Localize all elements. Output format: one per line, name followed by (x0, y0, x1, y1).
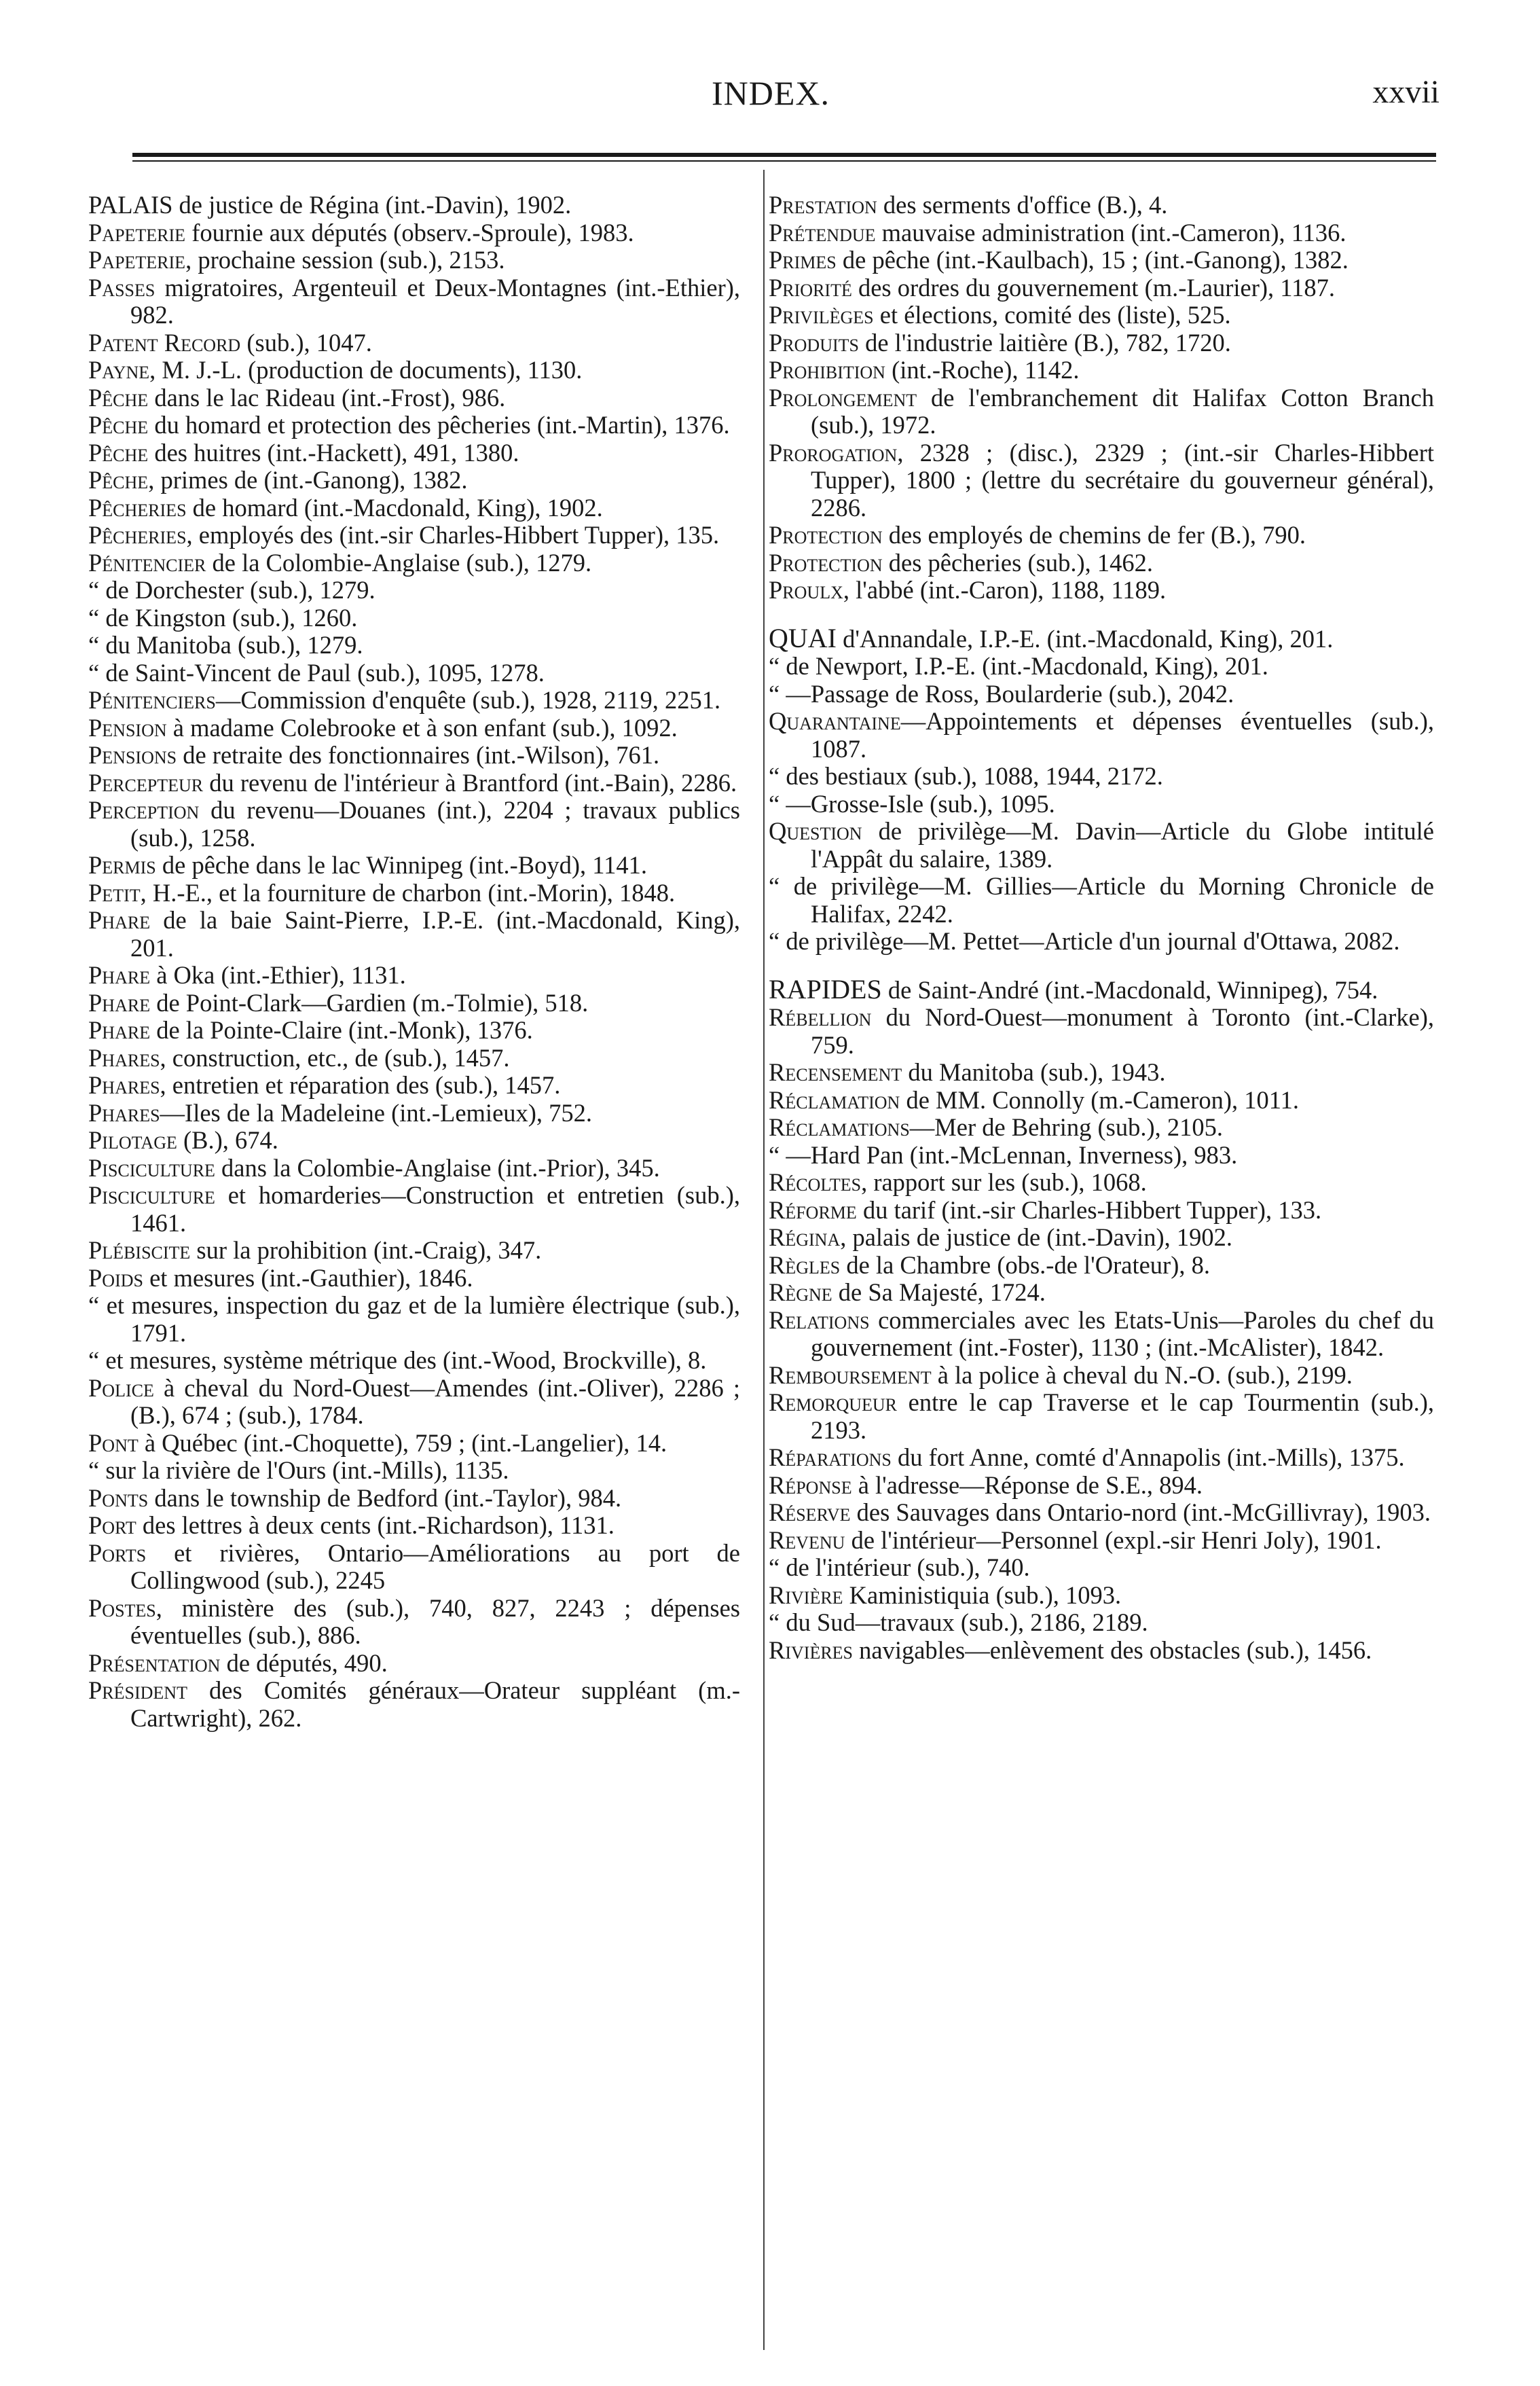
entry-heading: Patent Record (88, 328, 241, 357)
index-entry (88, 1457, 740, 1485)
entry-text: mauvaise administration (int.-Cameron), 1136. (875, 218, 1346, 247)
entry-heading: “ (769, 762, 780, 790)
entry-text: (B.), 674. (177, 1126, 278, 1154)
index-entry (769, 1499, 1434, 1527)
index-entry (88, 439, 740, 467)
entry-heading: Prolongement (769, 383, 917, 412)
entry-heading: Petit (88, 878, 141, 907)
index-entry (769, 357, 1434, 384)
entry-text: du Manitoba (sub.), 1943. (902, 1058, 1166, 1086)
entry-text: des serments d'office (B.), 4. (877, 191, 1168, 219)
entry-heading: PALAIS (88, 191, 173, 219)
index-entry (769, 1059, 1434, 1087)
entry-heading: Réponse (769, 1470, 852, 1499)
entry-heading: Postes (88, 1593, 156, 1622)
entry-text: de retraite des fonctionnaires (int.-Wilson), 761. (177, 741, 660, 769)
entry-text: , 2328 ; (disc.), 2329 ; (int.-sir Charles-Hibbert Tupper), 1800 ; (lettre du secrétaire du gouverneur général), 2286. (811, 438, 1434, 522)
index-entry (769, 791, 1434, 818)
entry-heading: Percepteur (88, 768, 204, 797)
entry-heading: Pont (88, 1428, 139, 1457)
entry-text: des ordres du gouvernement (m.-Laurier), 1187. (851, 273, 1336, 302)
index-entry (769, 1114, 1434, 1142)
entry-heading: Pêcheries (88, 493, 187, 522)
entry-text: de Point-Clark—Gardien (m.-Tolmie), 518. (150, 988, 589, 1017)
entry-text: de la Chambre (obs.-de l'Orateur), 8. (840, 1250, 1210, 1279)
index-entry (769, 384, 1434, 439)
entry-heading: Pêche (88, 411, 149, 439)
index-entry (88, 494, 740, 522)
entry-heading: Réclamations (769, 1113, 910, 1141)
entry-heading: Pêche (88, 438, 149, 467)
entry-heading: Pénitenciers (88, 686, 216, 714)
index-entry (88, 247, 740, 274)
entry-text: de l'industrie laitière (B.), 782, 1720. (858, 328, 1231, 357)
entry-text: , H.-E., et la fourniture de charbon (int.-Morin), 1848. (140, 878, 676, 907)
index-entry (88, 412, 740, 439)
entry-text: —Appointements et dépenses éventuelles (sub.), 1087. (811, 707, 1434, 763)
index-entry (88, 1045, 740, 1072)
left-column (88, 192, 740, 1732)
entry-heading: Pension (88, 713, 167, 742)
entry-heading: Présentation (88, 1648, 221, 1677)
entry-heading: Rébellion (769, 1003, 872, 1031)
index-entry (88, 1595, 740, 1650)
index-entry (769, 302, 1434, 329)
index-entry (88, 1182, 740, 1237)
entry-text: entre le cap Traverse et le cap Tourmentin (sub.), 2193. (811, 1388, 1434, 1444)
entry-text: et rivières, Ontario—Améliorations au port de Collingwood (sub.), 2245 (130, 1538, 740, 1594)
entry-text: de Dorchester (sub.), 1279. (99, 576, 375, 604)
page-number: xxvii (1372, 74, 1440, 110)
entry-heading: Phare (88, 1016, 151, 1044)
index-entry (769, 274, 1434, 302)
index-entry (88, 1265, 740, 1293)
entry-text: des lettres à deux cents (int.-Richardson), 1131. (136, 1511, 615, 1539)
entry-text: et mesures, inspection du gaz et de la lumière électrique (sub.), 1791. (99, 1291, 740, 1347)
entry-heading: Règles (769, 1250, 841, 1279)
index-entry (88, 577, 740, 604)
entry-text: , palais de justice de (int.-Davin), 1902. (840, 1223, 1232, 1251)
entry-heading: Poids (88, 1263, 143, 1292)
index-entry (769, 1307, 1434, 1362)
index-entry (769, 1279, 1434, 1307)
entry-text: du revenu—Douanes (int.), 2204 ; travaux publics (sub.), 1258. (130, 796, 740, 852)
entry-heading: Pensions (88, 741, 177, 769)
index-entry (88, 797, 740, 852)
entry-text: , primes de (int.-Ganong), 1382. (148, 466, 468, 494)
entry-text: à Québec (int.-Choquette), 759 ; (int.-Langelier), 14. (138, 1428, 667, 1457)
entry-text: des Sauvages dans Ontario-nord (int.-McGillivray), 1903. (850, 1498, 1431, 1526)
entry-text: (int.-Roche), 1142. (885, 356, 1080, 384)
entry-text: dans le township de Bedford (int.-Taylor), 984. (148, 1483, 622, 1512)
entry-heading: Rivières (769, 1635, 854, 1664)
index-entry (769, 763, 1434, 791)
entry-text: des Comités généraux—Orateur suppléant (m.-Cartwright), 262. (130, 1676, 740, 1732)
entry-heading: Pénitencier (88, 548, 206, 577)
entry-text: des huitres (int.-Hackett), 491, 1380. (148, 438, 519, 467)
index-entry (769, 247, 1434, 274)
entry-heading: “ (769, 652, 780, 680)
entry-heading: “ (769, 1608, 780, 1636)
index-entry (88, 715, 740, 742)
index-entry (88, 1512, 740, 1540)
entry-heading: Revenu (769, 1525, 845, 1554)
entry-text: de députés, 490. (220, 1648, 388, 1677)
entry-heading: Phares (88, 1043, 160, 1072)
entry-heading: Rivière (769, 1580, 843, 1609)
entry-heading: Relations (769, 1305, 870, 1334)
index-entry (769, 1197, 1434, 1225)
index-entry (88, 1292, 740, 1347)
entry-heading: Régina (769, 1223, 841, 1251)
index-entry (88, 329, 740, 357)
index-entry (769, 622, 1434, 653)
entry-heading: QUAI (769, 622, 837, 653)
index-entry (88, 1237, 740, 1265)
entry-heading: “ (769, 872, 780, 900)
entry-heading: Réparations (769, 1443, 892, 1471)
entry-heading: Prétendue (769, 218, 876, 247)
entry-text: de homard (int.-Macdonald, King), 1902. (186, 493, 603, 522)
entry-heading: Phares (88, 1098, 160, 1127)
entry-text: de la Colombie-Anglaise (sub.), 1279. (206, 548, 592, 577)
entry-heading: Prorogation (769, 438, 898, 467)
entry-heading: “ (88, 603, 100, 632)
entry-text: du Nord-Ouest—monument à Toronto (int.-Clarke), 759. (811, 1003, 1434, 1059)
index-entry (88, 990, 740, 1017)
entry-heading: Protection (769, 521, 883, 549)
entry-heading: Président (88, 1676, 187, 1704)
entry-heading: Pêche (88, 466, 149, 494)
entry-text: sur la prohibition (int.-Craig), 347. (190, 1236, 542, 1264)
entry-heading: “ (769, 1140, 780, 1169)
entry-text: , construction, etc., de (sub.), 1457. (160, 1043, 510, 1072)
entry-text: à cheval du Nord-Ouest—Amendes (int.-Oliver), 2286 ; (B.), 674 ; (sub.), 1784. (130, 1373, 740, 1429)
index-entry (769, 1004, 1434, 1059)
entry-heading: Papeterie (88, 218, 186, 247)
index-entry (769, 973, 1434, 1005)
index-entry (88, 1347, 740, 1375)
entry-heading: Phare (88, 961, 151, 989)
index-entry (769, 1142, 1434, 1170)
entry-heading: Prohibition (769, 356, 885, 384)
entry-text: , employés des (int.-sir Charles-Hibbert Tupper), 135. (186, 521, 720, 549)
entry-heading: Proulx (769, 576, 843, 604)
entry-heading: “ (769, 789, 780, 818)
index-entry (769, 219, 1434, 247)
entry-text: de Kingston (sub.), 1260. (99, 603, 358, 632)
entry-text: —Mer de Behring (sub.), 2105. (909, 1113, 1224, 1141)
entry-text: —Passage de Ross, Boularderie (sub.), 2042. (780, 679, 1234, 708)
index-entry (769, 1444, 1434, 1472)
index-entry (88, 907, 740, 962)
index-entry (88, 274, 740, 329)
index-entry (769, 439, 1434, 522)
entry-heading: Remboursement (769, 1360, 932, 1389)
index-entry (769, 1169, 1434, 1197)
entry-text: , entretien et réparation des (sub.), 1457. (160, 1071, 561, 1099)
index-entry (88, 357, 740, 384)
entry-heading: Pêche (88, 383, 149, 412)
entry-heading: Réclamation (769, 1085, 900, 1114)
entry-text: , prochaine session (sub.), 2153. (185, 246, 505, 274)
entry-text: de Saint-Vincent de Paul (sub.), 1095, 1278. (99, 658, 545, 687)
index-entry (88, 604, 740, 632)
entry-heading: Plébiscite (88, 1236, 191, 1264)
entry-heading: Pisciculture (88, 1181, 215, 1209)
index-entry (88, 1677, 740, 1732)
entry-heading: Réserve (769, 1498, 851, 1526)
entry-text: de privilège—M. Gillies—Article du Morning Chronicle de Halifax, 2242. (780, 872, 1434, 928)
entry-text: et mesures (int.-Gauthier), 1846. (143, 1263, 473, 1292)
header-rule-thin (132, 160, 1436, 162)
entry-text: , M. J.-L. (production de documents), 1130. (149, 356, 583, 384)
entry-heading: Passes (88, 273, 155, 302)
entry-text: du revenu de l'intérieur à Brantford (int.-Bain), 2286. (203, 768, 737, 797)
index-entry (769, 1224, 1434, 1252)
header-rule-thick (132, 153, 1436, 157)
entry-text: du Manitoba (sub.), 1279. (99, 631, 363, 659)
index-entry (769, 1582, 1434, 1610)
index-entry (88, 742, 740, 770)
entry-text: de la baie Saint-Pierre, I.P.-E. (int.-Macdonald, King), 201. (130, 906, 740, 962)
entry-text: de justice de Régina (int.-Davin), 1902. (172, 191, 572, 219)
entry-text: de privilège—M. Pettet—Article d'un journal d'Ottawa, 2082. (780, 927, 1400, 955)
entry-heading: “ (88, 658, 100, 687)
index-entry (769, 1527, 1434, 1555)
entry-text: de la Pointe-Claire (int.-Monk), 1376. (150, 1016, 533, 1044)
entry-text: et élections, comité des (liste), 525. (873, 301, 1231, 329)
entry-text: et mesures, système métrique des (int.-Wood, Brockville), 8. (99, 1346, 707, 1374)
index-entry (88, 687, 740, 715)
index-entry (769, 681, 1434, 708)
entry-text: de pêche (int.-Kaulbach), 15 ; (int.-Ganong), 1382. (836, 246, 1349, 274)
entry-heading: Réforme (769, 1195, 857, 1224)
entry-heading: Priorité (769, 273, 852, 302)
index-entry (769, 1362, 1434, 1390)
entry-heading: Permis (88, 851, 156, 879)
entry-text: —Commission d'enquête (sub.), 1928, 2119, 2251. (215, 686, 721, 714)
entry-text: à l'adresse—Réponse de S.E., 894. (851, 1470, 1203, 1499)
entry-text: du fort Anne, comté d'Annapolis (int.-Mills), 1375. (891, 1443, 1405, 1471)
index-entry (88, 852, 740, 880)
index-entry (88, 632, 740, 659)
entry-heading: Phare (88, 906, 151, 934)
entry-text: des pêcheries (sub.), 1462. (882, 548, 1153, 577)
index-entry (88, 1127, 740, 1155)
entry-text: fournie aux députés (observ.-Sproule), 1983. (185, 218, 634, 247)
index-entry (769, 1389, 1434, 1444)
entry-heading: Privilèges (769, 301, 874, 329)
right-column (769, 192, 1434, 1664)
entry-text: des employés de chemins de fer (B.), 790. (882, 521, 1306, 549)
entry-heading: “ (769, 927, 780, 955)
index-entry (88, 549, 740, 577)
index-entry (769, 1252, 1434, 1280)
index-entry (88, 219, 740, 247)
entry-text: de l'embranchement dit Halifax Cotton Branch (sub.), 1972. (811, 383, 1434, 439)
entry-text: dans le lac Rideau (int.-Frost), 986. (148, 383, 506, 412)
entry-text: migratoires, Argenteuil et Deux-Montagnes (int.-Ethier), 982. (130, 273, 740, 329)
entry-text: d'Annandale, I.P.-E. (int.-Macdonald, King), 201. (836, 624, 1334, 653)
entry-text: des bestiaux (sub.), 1088, 1944, 2172. (780, 762, 1163, 790)
entry-heading: Protection (769, 548, 883, 577)
entry-heading: Recensement (769, 1058, 902, 1086)
entry-heading: “ (88, 631, 100, 659)
entry-text: de MM. Connolly (m.-Cameron), 1011. (900, 1085, 1299, 1114)
index-entry (88, 192, 740, 219)
index-entry (769, 549, 1434, 577)
entry-heading: Ports (88, 1538, 147, 1567)
entry-text: du Sud—travaux (sub.), 2186, 2189. (780, 1608, 1148, 1636)
index-entry (769, 329, 1434, 357)
index-entry (88, 962, 740, 990)
index-entry (769, 1554, 1434, 1582)
entry-heading: Papeterie (88, 246, 186, 274)
entry-heading: Ponts (88, 1483, 149, 1512)
index-entry (88, 659, 740, 687)
entry-heading: “ (769, 679, 780, 708)
page-title: INDEX. (711, 74, 830, 112)
entry-text: de l'intérieur—Personnel (expl.-sir Henri Joly), 1901. (845, 1525, 1382, 1554)
entry-text: de Newport, I.P.-E. (int.-Macdonald, King), 201. (780, 652, 1268, 680)
entry-text: , ministère des (sub.), 740, 827, 2243 ; dépenses éventuelles (sub.), 886. (130, 1593, 740, 1649)
index-entry (88, 1072, 740, 1100)
entry-heading: “ (88, 576, 100, 604)
index-entry (769, 1087, 1434, 1115)
entry-text: navigables—enlèvement des obstacles (sub.), 1456. (853, 1635, 1372, 1664)
entry-heading: Pisciculture (88, 1153, 215, 1182)
entry-heading: Primes (769, 246, 837, 274)
index-entry (88, 1650, 740, 1678)
entry-text: sur la rivière de l'Ours (int.-Mills), 1135. (99, 1456, 509, 1484)
index-entry (88, 522, 740, 549)
entry-text: de pêche dans le lac Winnipeg (int.-Boyd), 1141. (155, 851, 648, 879)
index-entry (88, 1430, 740, 1458)
index-entry (769, 928, 1434, 956)
column-divider (763, 170, 765, 2350)
entry-text: de Saint-André (int.-Macdonald, Winnipeg), 754. (881, 975, 1378, 1004)
entry-heading: Question (769, 817, 862, 845)
index-entry (88, 1485, 740, 1513)
index-entry (88, 1540, 740, 1595)
index-entry (769, 1637, 1434, 1665)
entry-heading: “ (88, 1291, 100, 1319)
index-entry (88, 770, 740, 797)
entry-heading: RAPIDES (769, 973, 882, 1005)
index-entry (88, 880, 740, 907)
index-entry (769, 873, 1434, 928)
entry-heading: Police (88, 1373, 154, 1402)
entry-text: Kaministiquia (sub.), 1093. (843, 1580, 1122, 1609)
entry-heading: “ (769, 1553, 780, 1581)
entry-text: —Iles de la Madeleine (int.-Lemieux), 752. (160, 1098, 593, 1127)
entry-heading: Quarantaine (769, 707, 901, 735)
entry-text: de l'intérieur (sub.), 740. (780, 1553, 1030, 1581)
entry-heading: Pilotage (88, 1126, 177, 1154)
entry-text: (sub.), 1047. (240, 328, 372, 357)
page-header (102, 68, 1440, 129)
index-entry (769, 818, 1434, 873)
entry-text: à Oka (int.-Ethier), 1131. (150, 961, 406, 989)
entry-heading: Récoltes (769, 1168, 862, 1196)
entry-text: et homarderies—Construction et entretien (sub.), 1461. (130, 1181, 740, 1237)
index-entry (88, 1017, 740, 1045)
entry-text: du homard et protection des pêcheries (int.-Martin), 1376. (148, 411, 730, 439)
index-entry (769, 192, 1434, 219)
index-entry (88, 1375, 740, 1430)
index-entry (88, 1100, 740, 1127)
index-entry (769, 1609, 1434, 1637)
index-entry (769, 708, 1434, 763)
index-entry (88, 384, 740, 412)
entry-heading: Règne (769, 1278, 832, 1306)
entry-heading: “ (88, 1346, 100, 1374)
entry-heading: Pêcheries (88, 521, 187, 549)
entry-text: dans la Colombie-Anglaise (int.-Prior), 345. (215, 1153, 660, 1182)
entry-text: à madame Colebrooke et à son enfant (sub.), 1092. (166, 713, 678, 742)
entry-heading: “ (88, 1456, 100, 1484)
entry-text: à la police à cheval du N.-O. (sub.), 2199. (931, 1360, 1353, 1389)
entry-text: commerciales avec les Etats-Unis—Paroles du chef du gouvernement (int.-Foster), 1130 ; (int.-McAlister), 1842. (811, 1305, 1434, 1361)
entry-heading: Remorqueur (769, 1388, 898, 1416)
entry-heading: Produits (769, 328, 859, 357)
entry-text: , l'abbé (int.-Caron), 1188, 1189. (843, 576, 1167, 604)
index-entry (769, 1472, 1434, 1500)
entry-text: —Hard Pan (int.-McLennan, Inverness), 983. (780, 1140, 1238, 1169)
index-entry (769, 522, 1434, 549)
entry-heading: Port (88, 1511, 136, 1539)
entry-text: du tarif (int.-sir Charles-Hibbert Tupper), 133. (856, 1195, 1322, 1224)
entry-heading: Phares (88, 1071, 160, 1099)
index-entry (769, 577, 1434, 604)
index-entry (88, 467, 740, 494)
entry-text: de Sa Majesté, 1724. (832, 1278, 1046, 1306)
index-entry (769, 653, 1434, 681)
entry-text: , rapport sur les (sub.), 1068. (861, 1168, 1147, 1196)
entry-text: —Grosse-Isle (sub.), 1095. (780, 789, 1055, 818)
entry-heading: Prestation (769, 191, 877, 219)
entry-heading: Payne (88, 356, 150, 384)
index-entry (88, 1155, 740, 1182)
entry-heading: Perception (88, 796, 200, 824)
entry-heading: Phare (88, 988, 151, 1017)
entry-text: de privilège—M. Davin—Article du Globe intitulé l'Appât du salaire, 1389. (811, 817, 1434, 873)
